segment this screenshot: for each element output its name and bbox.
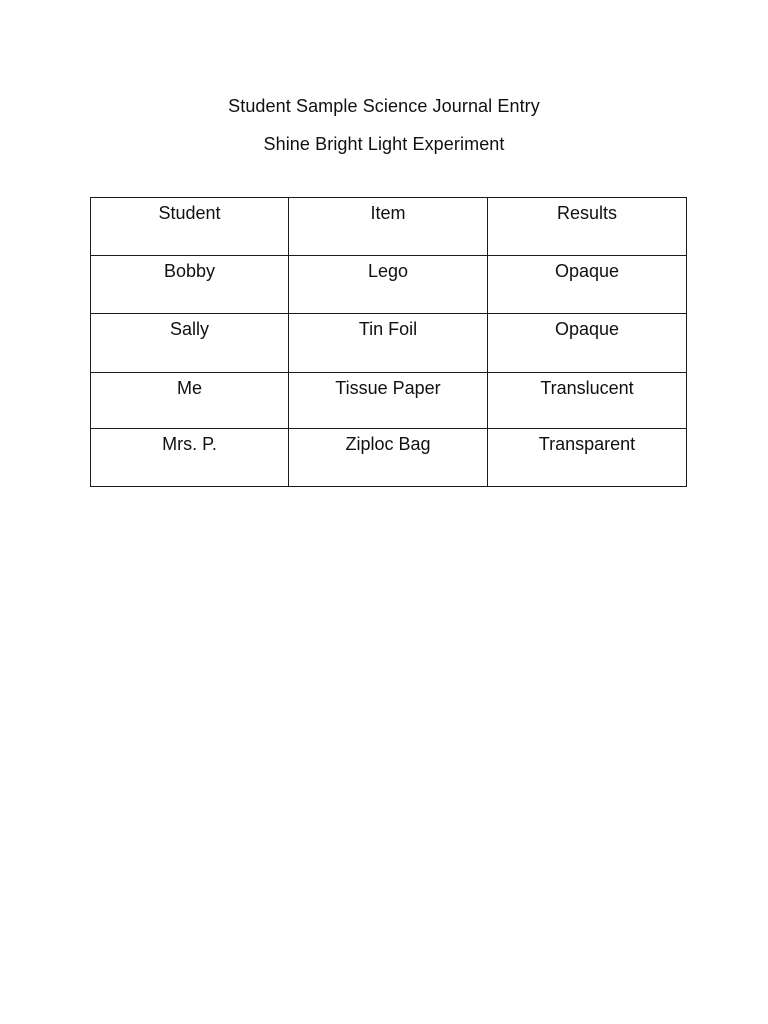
column-header-student: Student bbox=[91, 198, 289, 256]
column-header-item: Item bbox=[289, 198, 488, 256]
cell-item: Tissue Paper bbox=[289, 373, 488, 429]
document-subtitle: Shine Bright Light Experiment bbox=[263, 134, 505, 154]
cell-item: Lego bbox=[289, 256, 488, 314]
table-header-row bbox=[91, 198, 687, 256]
table-row bbox=[91, 429, 687, 487]
table-row bbox=[91, 373, 687, 429]
cell-result: Opaque bbox=[488, 314, 687, 373]
cell-student: Bobby bbox=[91, 256, 289, 314]
cell-item: Ziploc Bag bbox=[289, 429, 488, 487]
cell-item: Tin Foil bbox=[289, 314, 488, 373]
cell-student: Me bbox=[91, 373, 289, 429]
cell-result: Translucent bbox=[488, 373, 687, 429]
table-row bbox=[91, 256, 687, 314]
cell-student: Sally bbox=[91, 314, 289, 373]
cell-result: Opaque bbox=[488, 256, 687, 314]
results-table bbox=[90, 197, 687, 487]
cell-result: Transparent bbox=[488, 429, 687, 487]
column-header-results: Results bbox=[488, 198, 687, 256]
cell-student: Mrs. P. bbox=[91, 429, 289, 487]
document-title: Student Sample Science Journal Entry bbox=[228, 96, 540, 116]
table-row bbox=[91, 314, 687, 373]
